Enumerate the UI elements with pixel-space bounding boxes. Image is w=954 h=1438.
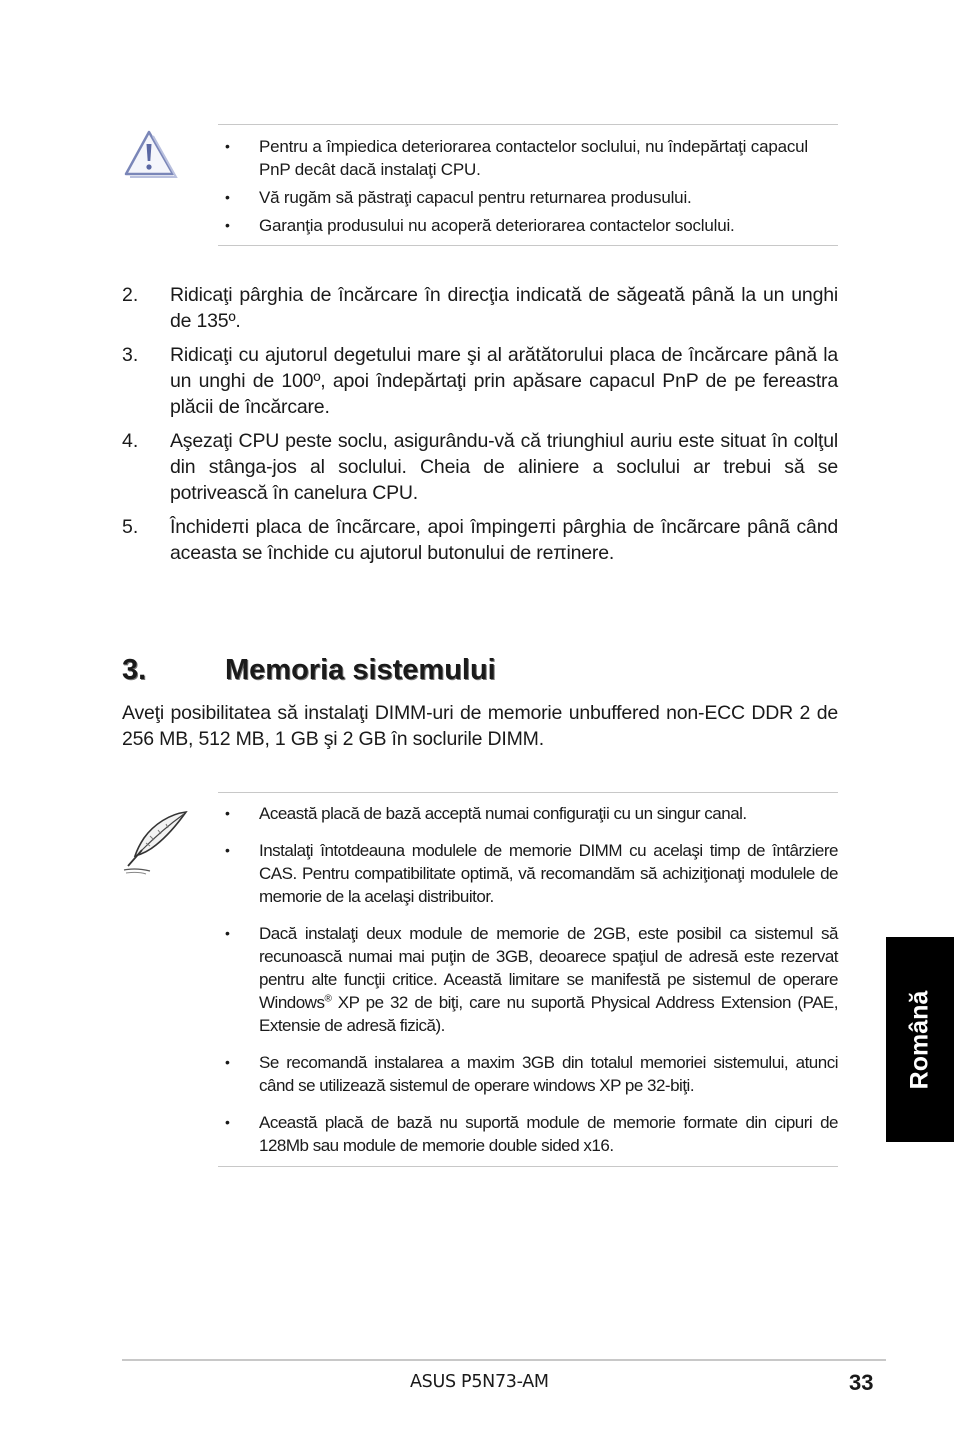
step-text: Închideπi placa de încãrcare, apoi împingeπi pârghia de încãrcare pânã când aceasta se închide cu ajutorul butonului de reπinere. bbox=[170, 516, 838, 564]
language-side-tab bbox=[886, 937, 954, 1142]
step-number: 4. bbox=[122, 430, 139, 452]
note-box bbox=[218, 792, 838, 1167]
step-item bbox=[122, 282, 838, 334]
page-number: 33 bbox=[849, 1370, 874, 1395]
section-title: Memoria sistemului bbox=[225, 654, 496, 686]
caution-item: • Pentru a împiedica deteriorarea contactelor soclului, nu îndepărtaţi capacul PnP decât dacă instalaţi CPU. bbox=[218, 135, 838, 181]
note-item bbox=[218, 922, 838, 1037]
registered-mark: ® bbox=[324, 993, 332, 1005]
step-text: Ridicaţi pârghia de încărcare în direcţia indicată de săgeată până la un unghi de 135º. bbox=[170, 284, 838, 332]
footer-divider bbox=[122, 1359, 886, 1361]
section-number: 3. bbox=[122, 654, 147, 686]
step-number: 5. bbox=[122, 516, 139, 538]
step-number: 2. bbox=[122, 284, 139, 306]
installation-steps bbox=[122, 282, 838, 574]
section-intro: Aveţi posibilitatea să instalaţi DIMM-uri de memorie unbuffered non-ECC DDR 2 de 256 MB, 512 MB, 1 GB şi 2 GB în soclurile DIMM. bbox=[122, 702, 838, 750]
note-text: Dacă instalaţi deux module de memorie de 2GB, este posibil ca sistemul să recunoască numai mai puţin de 3GB, deoarece spaţiul de adresă este rezervat pentru alte funcţii critice. Această limitare se manifestă pe sistemul de operare Windows bbox=[259, 924, 838, 1012]
warning-triangle-icon bbox=[122, 128, 178, 180]
step-text: Ridicaţi cu ajutorul degetului mare şi al arătătorului placa de încărcare până la un unghi de 100º, apoi îndepărtaţi prin apăsare capacul PnP de pe fereastra plăcii de încărcare. bbox=[170, 344, 838, 418]
caution-box bbox=[218, 124, 838, 246]
step-text: Aşezaţi CPU peste soclu, asigurându-vă că triunghiul auriu este situat în colţul din stânga-jos al soclului. Cheia de aliniere a soclului ar trebui să se potrivească în canelura CPU. bbox=[170, 430, 838, 504]
step-item bbox=[122, 342, 838, 420]
caution-item: • Garanţia produsului nu acoperă deteriorarea contactelor soclului. bbox=[218, 214, 838, 237]
note-item: • Instalaţi întotdeauna modulele de memorie DIMM cu acelaşi timp de întârziere CAS. Pentru compatibilitate optimă, vă recomandăm să achiziţionaţi modulele de memorie de la acelaşi distribuitor. bbox=[218, 839, 838, 908]
note-item: • Această placă de bază acceptă numai configuraţii cu un singur canal. bbox=[218, 802, 838, 825]
footer-model: ASUS P5N73-AM bbox=[410, 1372, 549, 1392]
note-text: XP pe 32 de biţi, care nu suportă Physical Address Extension (PAE, Extensie de adresă fizică). bbox=[259, 993, 838, 1035]
note-item: • Această placă de bază nu suportă module de memorie formate din cipuri de 128Mb sau module de memorie double sided x16. bbox=[218, 1111, 838, 1157]
step-number: 3. bbox=[122, 344, 139, 366]
step-item bbox=[122, 428, 838, 506]
step-item bbox=[122, 514, 838, 566]
quill-pen-icon bbox=[120, 808, 190, 878]
language-label: Română bbox=[905, 990, 934, 1089]
note-item: • Se recomandă instalarea a maxim 3GB din totalul memoriei sistemului, atunci când se utilizează sistemul de operare windows XP pe 32-biţi. bbox=[218, 1051, 838, 1097]
caution-item: • Vă rugăm să păstraţi capacul pentru returnarea produsului. bbox=[218, 186, 838, 209]
